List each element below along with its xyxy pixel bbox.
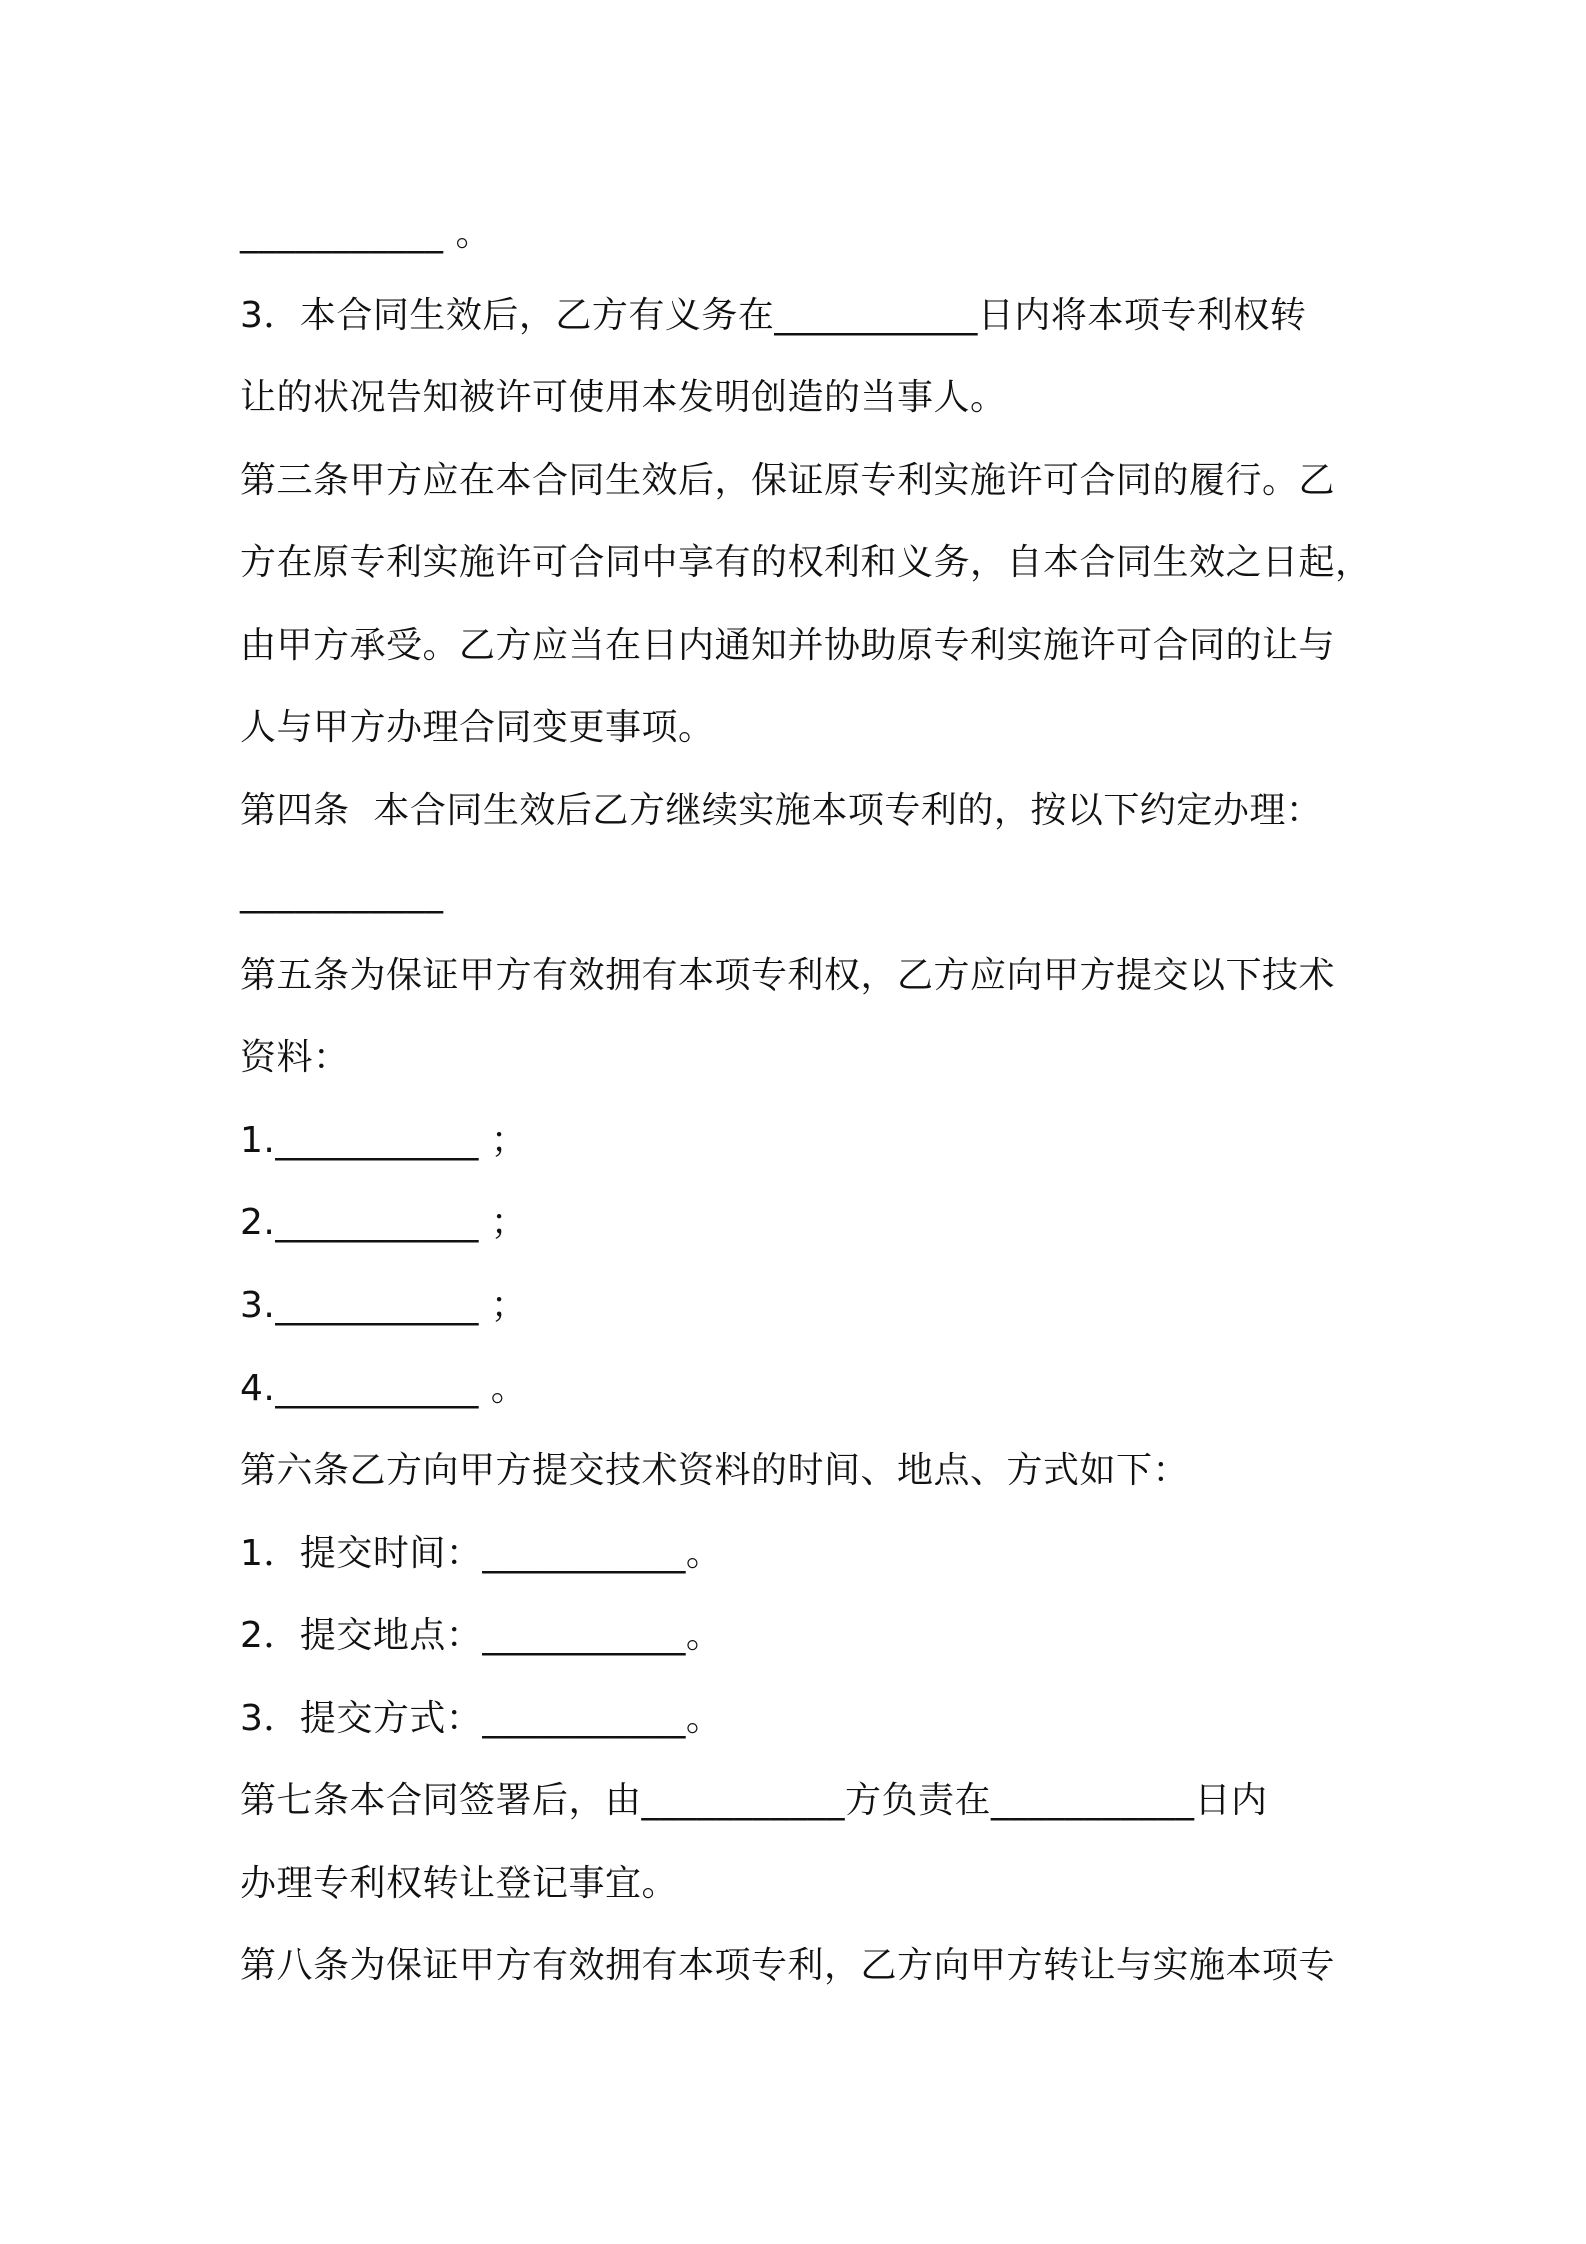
text-line: 第四条 本合同生效后乙方继续实施本项专利的，按以下约定办理：: [240, 790, 1323, 831]
text-line: ___________ 。: [240, 213, 492, 254]
text-line: 第三条甲方应在本合同生效后，保证原专利实施许可合同的履行。乙: [240, 460, 1336, 501]
text-line: 2．提交地点：___________。: [240, 1615, 723, 1656]
text-line: 4.___________ 。: [240, 1368, 528, 1409]
text-line: ___________: [240, 873, 444, 914]
text-line: 第五条为保证甲方有效拥有本项专利权，乙方应向甲方提交以下技术: [240, 955, 1336, 996]
text-line: 3．提交方式：___________。: [240, 1698, 723, 1739]
text-line: 1.___________ ；: [240, 1120, 528, 1161]
text-line: 第六条乙方向甲方提交技术资料的时间、地点、方式如下：: [240, 1450, 1190, 1491]
text-line: 让的状况告知被许可使用本发明创造的当事人。: [240, 377, 1007, 418]
text-line: 2.___________ ；: [240, 1202, 528, 1243]
text-line: 1．提交时间：___________。: [240, 1533, 723, 1574]
text-line: 方在原专利实施许可合同中享有的权利和义务，自本合同生效之日起，: [240, 542, 1372, 583]
text-line: 第八条为保证甲方有效拥有本项专利，乙方向甲方转让与实施本项专: [240, 1945, 1336, 1986]
text-line: 人与甲方办理合同变更事项。: [240, 707, 715, 748]
text-line: 第七条本合同签署后，由___________方负责在___________日内: [240, 1780, 1268, 1821]
text-line: 资料：: [240, 1037, 350, 1078]
text-line: 3．本合同生效后，乙方有义务在___________日内将本项专利权转: [240, 295, 1307, 336]
text-line: 办理专利权转让登记事宜。: [240, 1863, 679, 1904]
text-line: 由甲方承受。乙方应当在日内通知并协助原专利实施许可合同的让与: [240, 625, 1336, 666]
text-line: 3.___________ ；: [240, 1285, 528, 1326]
